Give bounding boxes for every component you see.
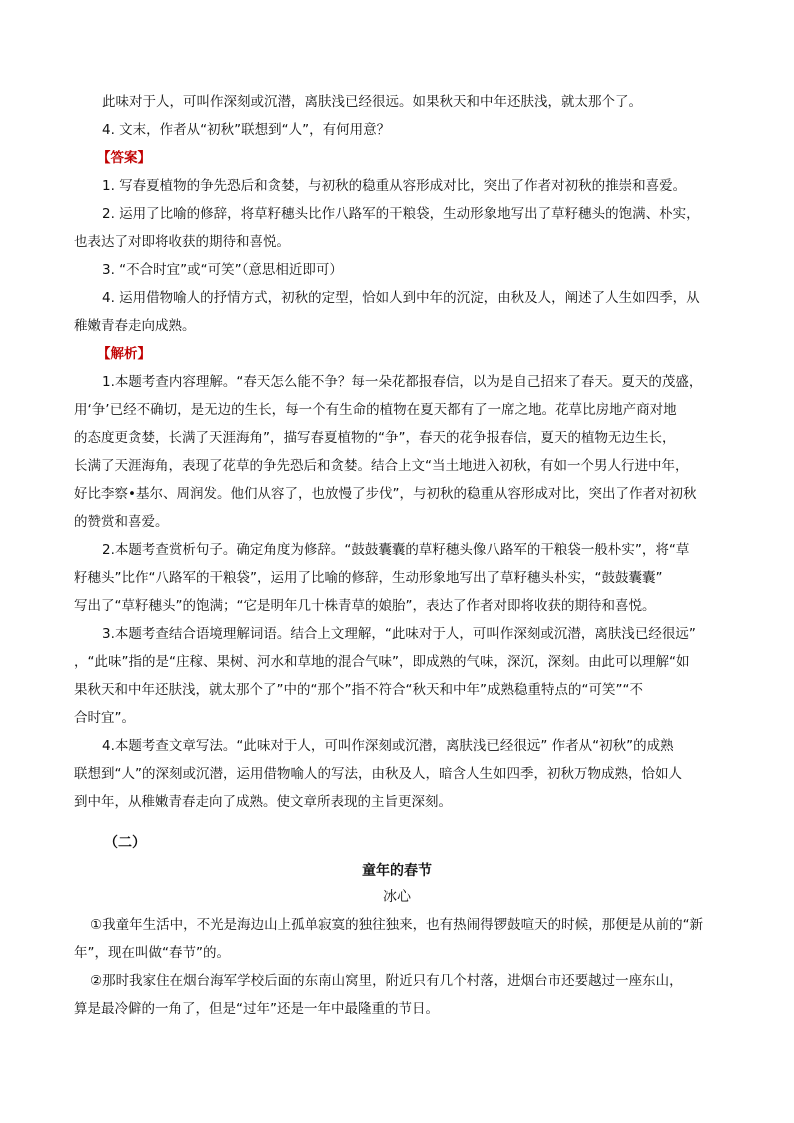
analysis-line: 1.本题考查内容理解。“春天怎么能不争？每一朵花都报春信，以为是自己招来了春天。夏天的茂盛， xyxy=(102,374,703,390)
analysis-line: 合时宜”。 xyxy=(74,710,135,726)
paragraph-line: ②那时我家住在烟台海军学校后面的东南山窝里，附近只有几个村落，进烟台市还要越过一座东山， xyxy=(90,973,683,989)
answer-line: 2. 运用了比喻的修辞，将草籽穗头比作八路军的干粮袋，生动形象地写出了草籽穗头的饱满、朴实， xyxy=(102,206,700,222)
analysis-line: 长满了天涯海角，表现了花草的争先恐后和贪婪。结合上文“当土地进入初秋，有如一个男人行进中年， xyxy=(74,458,689,474)
analysis-line: 的赞赏和喜爱。 xyxy=(74,514,169,530)
analysis-line: ，“此味”指的是“庄稼、果树、河水和草地的混合气味”，即成熟的气味，深沉，深刻。由此可以理解“如 xyxy=(74,654,690,670)
analysis-line: 2.本题考查赏析句子。确定角度为修辞。“鼓鼓囊囊的草籽穗头像八路军的干粮袋一般朴实”，将“草 xyxy=(102,542,690,558)
analysis-line: 果秋天和中年还肤浅，就太那个了”中的“那个”指不符合“秋天和中年”成熟稳重特点的“可笑”“不 xyxy=(74,682,643,698)
article-body xyxy=(74,911,734,1023)
question-4: 4. 文末，作者从“初秋”联想到“人”，有何用意？ xyxy=(102,122,391,138)
analysis-line: 联想到“人”的深刻或沉潜，运用借物喻人的写法，由秋及人，暗含人生如四季，初秋万物成熟，恰如人 xyxy=(74,766,682,782)
analysis-line: 用‘争’已经不确切，是无边的生长，每一个有生命的植物在夏天都有了一席之地。花草比房地产商对地 xyxy=(74,402,677,418)
analysis-line: 籽穗头”比作“八路军的干粮袋”，运用了比喻的修辞，生动形象地写出了草籽穗头朴实，“鼓鼓囊囊” xyxy=(74,570,663,586)
answer-line: 也表达了对即将收获的期待和喜悦。 xyxy=(74,234,290,250)
answer-line: 1. 写春夏植物的争先恐后和贪婪，与初秋的稳重从容形成对比，突出了作者对初秋的推崇和喜爱。 xyxy=(102,178,687,194)
article-author: 冰心 xyxy=(383,889,411,905)
answer-heading: 【答案】 xyxy=(97,150,151,166)
analysis-line: 到中年，从稚嫩青春走向了成熟。使文章所表现的主旨更深刻。 xyxy=(74,794,452,810)
analysis-line: 4.本题考查文章写法。“此味对于人，可叫作深刻或沉潜，离肤浅已经很远” 作者从“初秋”的成熟 xyxy=(102,738,674,754)
paragraph-line: 算是最冷僻的一角了，但是“过年”还是一年中最隆重的节日。 xyxy=(74,1001,439,1017)
answer-line: 稚嫩青春走向成熟。 xyxy=(74,318,196,334)
answer-line: 4. 运用借物喻人的抒情方式，初秋的定型，恰如人到中年的沉淀，由秋及人，阐述了人生如四季，从 xyxy=(102,290,700,306)
question-block xyxy=(97,88,723,144)
paragraph-line: ①我童年生活中，不光是海边山上孤单寂寞的独往独来，也有热闹得锣鼓喧天的时候，那便是从前的“新 xyxy=(90,917,704,933)
paragraph-line: 年”，现在叫做“春节”的。 xyxy=(74,945,230,961)
analysis-line: 3.本题考查结合语境理解词语。结合上文理解，“此味对于人，可叫作深刻或沉潜，离肤浅已经很远” xyxy=(102,626,696,642)
article-title: 童年的春节 xyxy=(362,863,432,879)
text-line: 此味对于人，可叫作深刻或沉潜，离肤浅已经很远。如果秋天和中年还肤浅，就太那个了。 xyxy=(102,94,642,110)
analysis-heading: 【解析】 xyxy=(97,346,151,362)
analysis-line: 的态度更贪婪，长满了天涯海角”，描写春夏植物的“争”，春天的花争报春信，夏天的植物无边生长， xyxy=(74,430,676,446)
section-label: （二） xyxy=(104,835,146,851)
analysis-line: 写出了“草籽穗头”的饱满；“它是明年几十株青草的娘胎”，表达了作者对即将收获的期待和喜悦。 xyxy=(74,598,656,614)
analysis-line: 好比李察•基尔、周润发。他们从容了，也放慢了步伐”，与初秋的稳重从容形成对比，突出了作者对初秋 xyxy=(74,486,697,502)
analysis-section xyxy=(74,340,734,816)
answer-line: 3. “不合时宜”或“可笑”（意思相近即可） xyxy=(102,262,343,278)
answer-section xyxy=(74,144,723,340)
